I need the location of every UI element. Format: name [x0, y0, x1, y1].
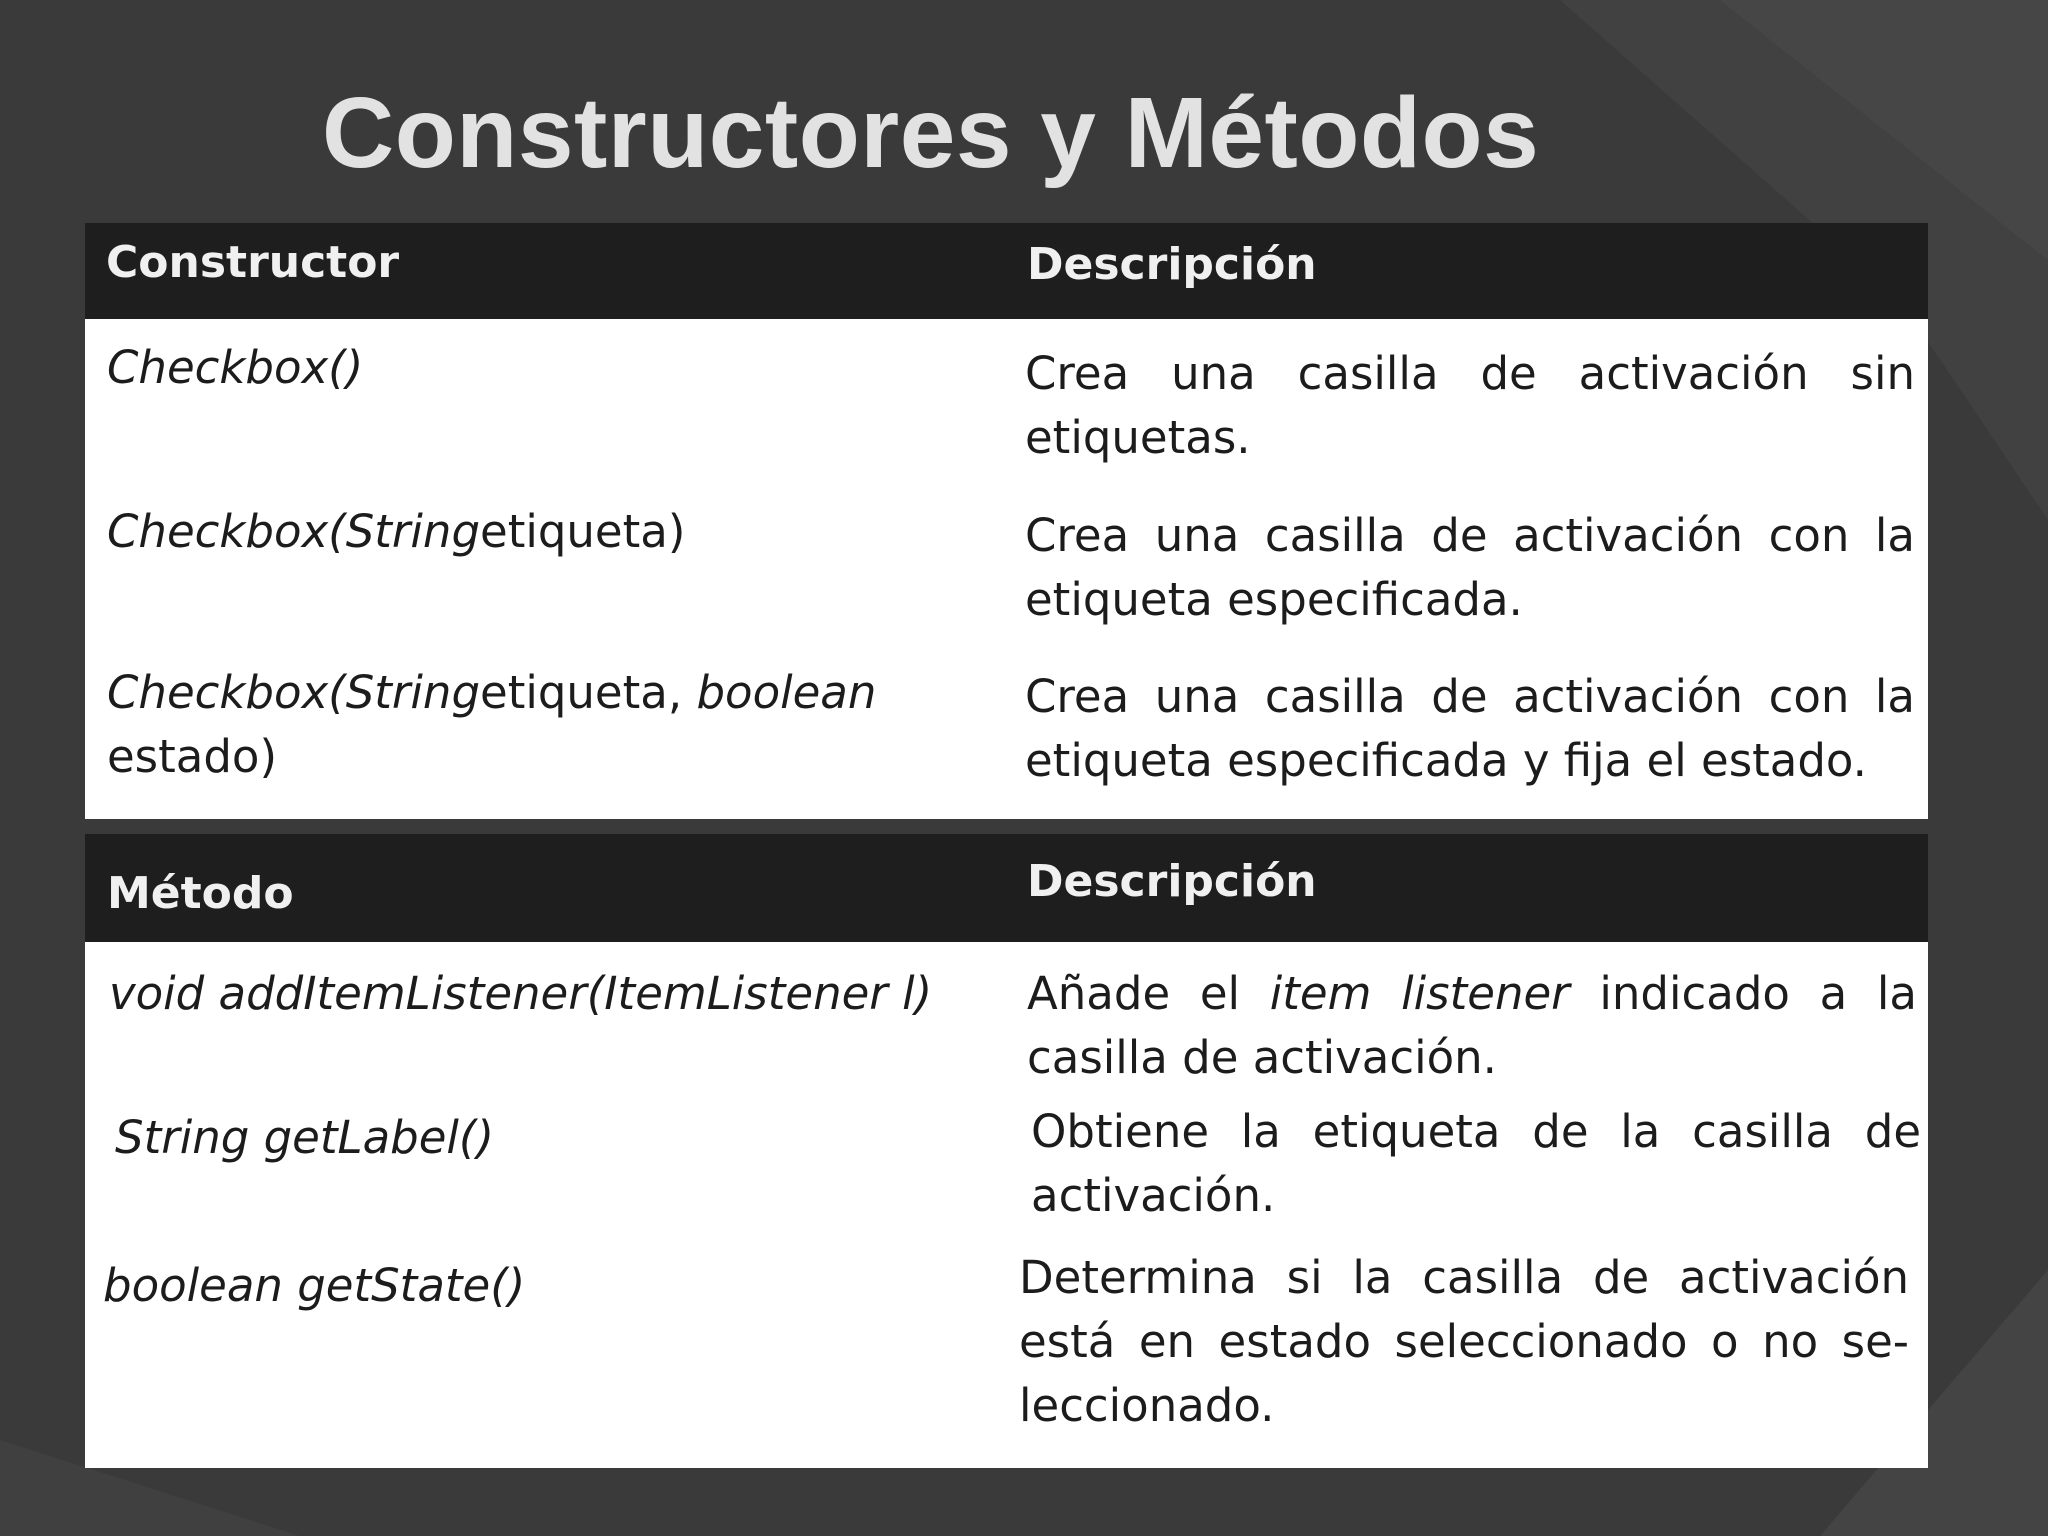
description-line: Crea una casilla de activación sin — [1025, 347, 1915, 400]
description-line: leccionado. — [1019, 1379, 1275, 1432]
signature-part: etiqueta) — [480, 505, 686, 558]
methods-table — [85, 834, 1928, 1468]
constructors-table — [85, 223, 1928, 819]
description-line — [1027, 962, 1917, 1026]
description-line: Determina si la casilla de activación — [1019, 1251, 1909, 1304]
description-line: etiquetas. — [1025, 411, 1251, 464]
header-description: Descripción — [1027, 856, 1317, 907]
description-line: está en estado seleccionado o no se- — [1019, 1315, 1909, 1368]
constructor-signature — [107, 661, 1007, 789]
method-description — [1027, 962, 1917, 1090]
slide-title: Constructores y Métodos — [322, 77, 1540, 189]
description-line: Crea una casilla de activación con la — [1025, 509, 1915, 562]
header-description: Descripción — [1027, 239, 1317, 290]
description-line: Crea una casilla de activación con la — [1025, 670, 1915, 723]
method-signature: void addItemListener(ItemListener l) — [109, 967, 933, 1020]
constructor-description — [1025, 504, 1915, 632]
description-line: casilla de activación. — [1027, 1031, 1497, 1084]
signature-part: Checkbox(String — [107, 666, 481, 719]
constructor-signature — [107, 500, 685, 564]
constructor-signature: Checkbox() — [107, 341, 364, 394]
methods-table-header — [85, 834, 1928, 942]
description-line: activación. — [1031, 1169, 1276, 1222]
method-description — [1031, 1100, 1921, 1228]
header-constructor: Constructor — [106, 237, 400, 288]
constructor-description — [1025, 665, 1915, 793]
method-description — [1019, 1246, 1909, 1438]
description-line: etiqueta especificada. — [1025, 573, 1523, 626]
constructors-table-header — [85, 223, 1928, 319]
signature-part: etiqueta, — [480, 666, 683, 719]
header-method: Método — [107, 868, 294, 919]
constructor-description — [1025, 342, 1915, 470]
signature-part: estado) — [107, 730, 278, 783]
signature-part: Checkbox(String — [107, 505, 481, 558]
description-part: Añade el — [1027, 967, 1241, 1020]
method-signature: boolean getState() — [103, 1259, 526, 1312]
description-part: indicado a la — [1599, 967, 1918, 1020]
signature-part: boolean — [696, 666, 877, 719]
description-part: item listener — [1269, 967, 1570, 1020]
description-line: etiqueta especificada y fija el estado. — [1025, 734, 1867, 787]
description-line: Obtiene la etiqueta de la casilla de — [1031, 1105, 1921, 1158]
method-signature: String getLabel() — [115, 1111, 495, 1164]
